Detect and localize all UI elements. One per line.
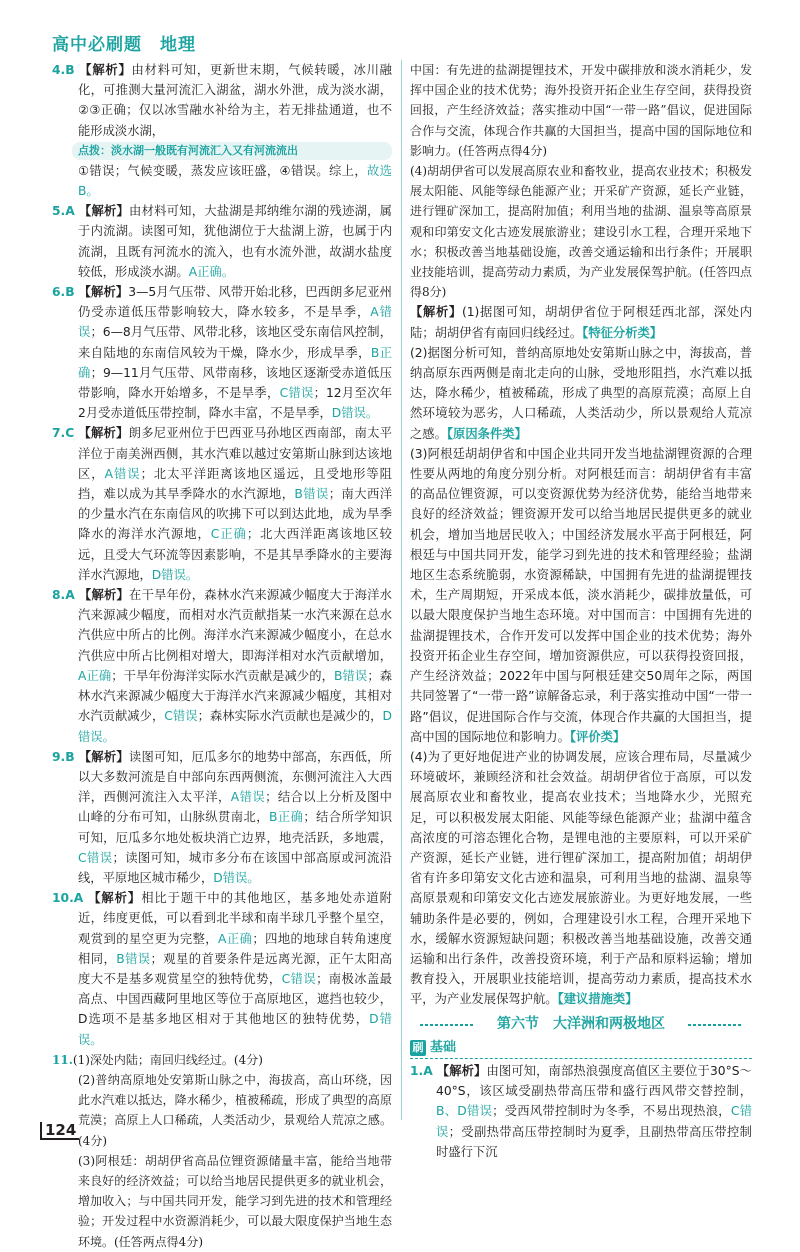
q4-label: 【解析】 <box>79 63 132 77</box>
q11-p1: (1)深处内陆；南回归线经过。(4分) <box>72 1052 263 1067</box>
b1-label: 【解析】 <box>436 1063 487 1078</box>
page-header <box>52 30 760 56</box>
q8-text3: ；森林水汽来源减少幅度大于海洋水汽来源减少幅度，其相对水汽贡献减少， <box>78 668 392 724</box>
q5-text: 由材料可知，大盐湖是邦纳维尔湖的残迹湖，属于内流湖。读图可知，犹他湖位于大盐湖上游，也属于内流湖，且既有河流水的流入，也有水流外泄，故湖水盐度较低，形成淡水湖。 <box>78 204 392 279</box>
q9-text3: ；结合所学知识可知，厄瓜多尔地处板块消亡边界，地壳活跃，多地震， <box>78 810 392 845</box>
answer-q8 <box>52 585 392 747</box>
q4-text1: 由材料可知，更新世末期，气候转暖，冰川融化，可推测大量河流汇入湖盆，湖水外泄，成为淡水湖，②③正确；仅以冰雪融水补给为主，若无排盐通道，也不能形成淡水湖， <box>78 63 392 138</box>
q5-number: 5.A <box>52 204 75 219</box>
q11-p4: (4)胡胡伊省可以发展高原农业和畜牧业，提高农业技术；积极发展太阳能、风能等绿色能源产业；开采矿产资源，延长产业链，进行锂矿深加工，提高附加值；利用当地的盐湖、温泉等高原景观和印第安文化古迹发展旅游业；建设引水工程，合理开采地下水；积极改善当地基础设施，改善交通运输和出行条件；开展职业技能培训，提高劳动力素质，为产业发展保驾护航。(任答四点得8分) <box>410 164 752 300</box>
q10-text3: ；观星的首要条件是远离光源，正午太阳高度大不是基多观赏星空的独特优势， <box>78 951 392 986</box>
q5-judge: A正确。 <box>188 264 234 279</box>
basis-badge: 刷 <box>410 1040 426 1056</box>
b1-text2: ；受西风带控制时为冬季，不易出现热浪， <box>492 1104 731 1119</box>
q6-text4: ；12月至次年2月受赤道低压带控制，降水丰富，不是旱季， <box>78 386 392 421</box>
answer-q11-p4 <box>410 161 752 302</box>
section-title: 第六节 大洋洲和两极地区 <box>410 1014 752 1034</box>
analysis-4 <box>410 747 752 1010</box>
q6-text1: 3—5月气压带、风带开始北移，巴西朗多尼亚州仍受赤道低压带影响较大，降水较多，不是旱季， <box>78 285 392 320</box>
b1-j2: C错误 <box>436 1104 752 1139</box>
answer-q7 <box>52 423 392 585</box>
analysis-1 <box>410 302 752 342</box>
q8-j2: B错误 <box>334 668 368 683</box>
q10-text1: 相比于题干中的其他地区，基多地处赤道附近，纬度更低，可以看到北半球和南半球几乎整个星空，观赏到的星空更为完整， <box>78 891 392 946</box>
q7-number: 7.C <box>52 426 75 441</box>
answer-q11-p2 <box>52 1070 392 1151</box>
b1-number: 1.A <box>410 1063 433 1078</box>
analysis-1-tag: 【特征分析类】 <box>582 325 663 340</box>
analysis-3-text: (3)阿根廷胡胡伊省和中国企业共同开发当地盐湖锂资源的合理性要从两地的角度分别分析。对阿根廷而言：胡胡伊省有丰富的高品位锂资源，可以变资源优势为经济优势，能给当地带来良好的经济效益；锂资源开发可以给当地居民提供更多的就业机会，增加当地居民收入；中国经济发展水平高于阿根廷，阿根廷与中国共同开发，能学习到先进的技术和管理经验；盐湖地区生态系统脆弱，水资源稀缺，中国拥有先进的盐湖提锂技术，生产周期短，开采成本低，淡水消耗少，碳排放量低，可以最大限度保护当地生态环境。对中国而言：中国拥有先进的盐湖提锂技术，合作开发可以发挥中国企业的技术优势；海外投资开拓企业生存空间，增加资源供应，可以获得投资回报，产生经济效益；2022年中国与阿根廷建交50周年之际，两国共同签署了“一带一路”谅解备忘录，利于落实推动中国“一带一路”倡议，促进国际合作与交流，体现合作共赢的大国担当，提高中国的国际地位和影响力。 <box>410 446 752 744</box>
q7-label: 【解析】 <box>78 426 129 441</box>
q6-label: 【解析】 <box>78 285 129 300</box>
q7-text4: ；北大西洋距离该地区较远，且受大气环流等因素影响，不是其旱季降水的主要海洋水汽源地， <box>78 527 392 582</box>
q6-j2: B正确 <box>78 345 392 380</box>
q4-number: 4.B <box>52 63 75 77</box>
q8-j1: A正确 <box>78 668 112 683</box>
q7-text2: ；北太平洋距离该地区遥远，且受地形等阻挡，难以成为其旱季降水的水汽源地， <box>78 466 392 502</box>
q11-p3: (3)阿根廷：胡胡伊省高品位锂资源储量丰富，能给当地带来良好的经济效益；可以给当地居民提供更多的就业机会，增加收入；与中国共同开发，能学习到先进的技术和管理经验；开发过程中水资源消耗少，可以最大限度保护当地生态环境。(任答两点得4分) <box>78 1153 392 1249</box>
q6-number: 6.B <box>52 285 75 300</box>
answer-q11-p3 <box>52 1151 392 1252</box>
q7-j1: A错误 <box>104 466 141 481</box>
analysis-3-tag: 【评价类】 <box>569 729 626 744</box>
q6-text2: ；6—8月气压带、风带北移，该地区受东南信风控制，来自陆地的东南信风较为干燥，降水少，形成旱季， <box>78 325 392 360</box>
left-column <box>52 60 392 1252</box>
analysis-2 <box>410 343 752 444</box>
q10-j3: C错误 <box>281 971 317 986</box>
q7-text3: ；南大西洋的少量水汽在东南信风的吹拂下可以到达此地，成为旱季降水的海洋水汽源地， <box>78 487 392 542</box>
q9-text2: ；结合以上分析及图中山峰的分布可知，山脉纵贯南北， <box>78 790 392 825</box>
q10-label: 【解析】 <box>88 891 142 906</box>
q6-j3: C错误 <box>279 386 314 401</box>
q11-number: 11. <box>52 1052 73 1067</box>
answer-q9 <box>52 747 392 888</box>
q9-j3: C错误 <box>78 850 113 865</box>
q4-note: 点拨：淡水湖一般既有河流汇入又有河流流出 <box>72 142 392 160</box>
header-title: 高中必刷题 地理 <box>52 35 196 55</box>
answer-q4 <box>52 60 392 141</box>
q9-text4: ；读图可知，城市多分布在该国中部高原或河流沿线，平原地区城市稀少， <box>78 850 392 885</box>
q10-j1: A正确 <box>218 931 253 946</box>
b1-text1: 由图可知，南部热浪强度高值区主要位于30°S～40°S，该区域受副热带高压带和盛行西风带交替控制， <box>436 1063 752 1099</box>
answer-q11-p3-cont <box>410 60 752 161</box>
q8-label: 【解析】 <box>78 588 130 603</box>
q9-number: 9.B <box>52 749 75 764</box>
q10-number: 10.A <box>52 891 84 906</box>
analysis-2-text: (2)据图分析可知，普纳高原地处安第斯山脉之中，海拔高，普纳高原东西两侧是南北走向的山脉，受地形阻挡，水汽难以抵达，降水稀少，植被稀疏，形成了典型的高原荒漠；高原上自然环境较为恶劣，人口稀疏，人类活动少，所以景观给人荒凉之感。 <box>410 345 752 441</box>
q7-j4: D错误。 <box>151 567 199 582</box>
q9-label: 【解析】 <box>78 749 129 764</box>
q8-j4: D错误。 <box>78 709 392 744</box>
right-column <box>410 60 752 1162</box>
q10-j4: D错误。 <box>78 1012 392 1047</box>
page-number: 124 <box>40 1122 79 1140</box>
q9-text1: 读图可知，厄瓜多尔的地势中部高，东西低，所以大多数河流是自中部向东西两侧流，东侧河流注入大西洋，西侧河流注入太平洋， <box>78 749 392 805</box>
q7-j3: C正确 <box>210 527 247 542</box>
q10-text4: ；南极冰盖最高点、中国西藏阿里地区等位于高原地区，遮挡也较少，D选项不是基多地区相对于其他地区的独特优势， <box>78 971 392 1027</box>
q10-j2: B错误 <box>116 951 151 966</box>
answer-q5 <box>52 201 392 282</box>
q8-text1: 在干旱年份，森林水汽来源减少幅度大于海洋水汽来源减少幅度，而相对水汽贡献指某一水汽来源在总水汽供应中所占的比例。海洋水汽来源减少幅度小，在总水汽供应中所占比例相对增大，即海洋相对水汽贡献增加， <box>78 588 392 663</box>
basis-label: 基础 <box>430 1039 457 1055</box>
answer-q6 <box>52 282 392 423</box>
answer-b1 <box>410 1061 752 1162</box>
q8-text4: ；森林实际水汽贡献也是减少的， <box>197 709 383 724</box>
q7-text1: 朗多尼亚州位于巴西亚马孙地区西南部，南太平洋位于南美洲西侧，其水汽难以越过安第斯山脉到达该地区， <box>78 426 392 481</box>
b1-j1: B、D错误 <box>436 1104 493 1119</box>
answer-q10 <box>52 888 392 1050</box>
column-divider <box>401 60 402 1120</box>
answer-q4-cont <box>52 161 392 201</box>
q4-note-text: 淡水湖一般既有河流汇入又有河流流出 <box>111 143 298 157</box>
q9-j2: B正确 <box>268 810 304 825</box>
q9-j4: D错误。 <box>213 870 260 885</box>
analysis-2-tag: 【原因条件类】 <box>446 426 527 441</box>
q10-text2: ；四地的地球自转角速度相同， <box>78 931 392 966</box>
q8-text2: ；干旱年份海洋实际水汽贡献是减少的， <box>111 668 335 683</box>
analysis-label: 【解析】 <box>410 305 462 320</box>
q11-p3-cont: 中国：有先进的盐湖提锂技术，开发中碳排放和淡水消耗少，发挥中国企业的技术优势；海外投资开拓企业生存空间，获得投资回报，产生经济效益；落实推动中国“一带一路”倡议，促进国际合作与交流，体现合作共赢的大国担当，提高中国的国际地位和影响力。(任答两点得4分) <box>410 63 752 158</box>
analysis-1-text: (1)据图可知，胡胡伊省位于阿根廷西北部，深处内陆；胡胡伊省有南回归线经过。 <box>410 305 752 340</box>
analysis-4-tag: 【建议措施类】 <box>557 992 638 1007</box>
analysis-4-text: (4)为了更好地促进产业的协调发展，应该合理布局，尽量减少环境破坏，兼顾经济和社会效益。胡胡伊省位于高原，可以发展高原农业和畜牧业，提高农业技术；当地降水少，光照充足，可以积极发展太阳能、风能等绿色能源产业；盐湖中蕴含高浓度的可溶态锂化合物，是锂电池的主要原料，可以开采矿产资源，延长产业链，进行锂矿深加工，提高附加值；胡胡伊省有许多印第安文化古迹和温泉，可利用当地的盐湖、温泉等高原景观和印第安文化古迹发展旅游业。为更好地发展，一些辅助条件是必要的，例如，合理建设引水工程，合理开采地下水，缓解水资源短缺问题；积极改善当地基础设施，改善交通运输和出行条件，改善投资环境，利于产品和原料运输；增加教育投入，开展职业技能培训，提高劳动力素质，提高技术水平，为产业发展保驾护航。 <box>410 749 752 1007</box>
q5-label: 【解析】 <box>78 204 130 219</box>
basis-header <box>410 1038 752 1059</box>
q8-j3: C错误 <box>164 709 198 724</box>
q4-tail: 故选B。 <box>78 163 392 199</box>
q8-number: 8.A <box>52 588 75 603</box>
q11-p2: (2)普纳高原地处安第斯山脉之中，海拔高，高山环绕，因此水汽难以抵达，降水稀少，植被稀疏，形成了典型的高原荒漠；高原上人口稀疏，人类活动少，景观给人荒凉之感。(4分) <box>78 1072 392 1148</box>
analysis-3 <box>410 444 752 747</box>
b1-text3: ；受副热带高压带控制时为夏季，且副热带高压带控制时盛行下沉 <box>436 1124 752 1159</box>
q6-j4: D错误。 <box>331 406 379 421</box>
q4-text2: ①错误；气候变暖，蒸发应该旺盛，④错误。综上， <box>78 163 367 178</box>
q9-j1: A错误 <box>230 790 266 805</box>
answer-q11-p1 <box>52 1050 392 1070</box>
note-icon: 点拨 <box>78 143 100 157</box>
q6-j1: A错误 <box>78 305 392 340</box>
q7-j2: B错误 <box>294 487 329 502</box>
q6-text3: ；9—11月气压带、风带南移，该地区逐渐受赤道低压带影响，降水开始增多，不是旱季， <box>78 365 392 401</box>
